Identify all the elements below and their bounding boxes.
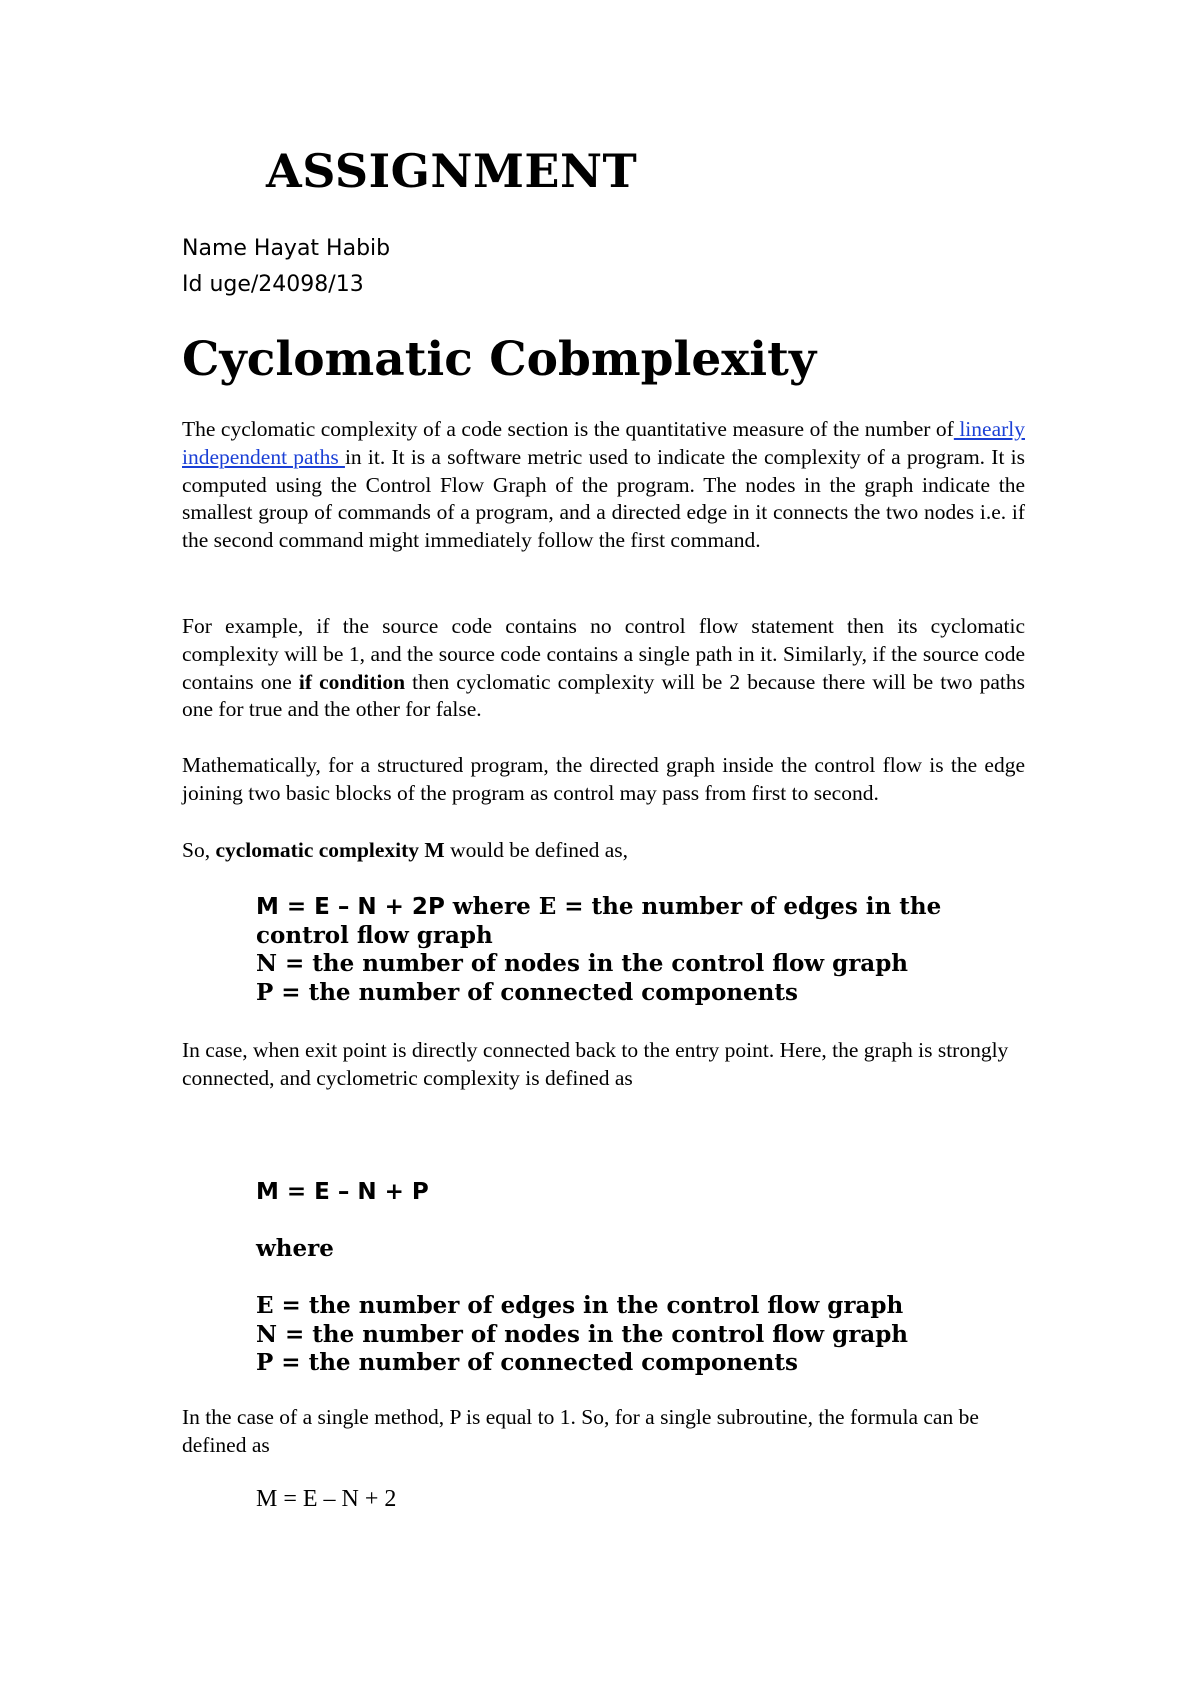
paragraph-example-text-start: For example, if the source code contains no control flow statement then its cyclomatic complexity will be 1, and the source code contains a single path in it. Similarly, if the source code contains one xyxy=(182,614,1025,694)
paragraph-single-method: In the case of a single method, P is equal to 1. So, for a single subroutine, the formula can be defined as xyxy=(182,1405,979,1457)
paragraph-example xyxy=(182,613,1025,724)
paragraph-defined-as xyxy=(182,838,628,863)
paragraph-example-text-end: then cyclomatic complexity will be 2 because there will be two paths one for true and the other for false. xyxy=(182,669,1025,722)
cyclomatic-complexity-term: cyclomatic complexity M xyxy=(215,838,445,862)
formula-1-line-2: control flow graph xyxy=(256,921,493,949)
student-id: Id uge/24098/13 xyxy=(182,272,364,297)
formula-2-expression-line xyxy=(256,1178,429,1207)
formula-1-line-n: N = the number of nodes in the control flow graph xyxy=(256,950,909,977)
paragraph-definition xyxy=(182,416,1025,555)
formula-2-line-e: E = the number of edges in the control flow graph xyxy=(256,1292,904,1319)
formula-3: M = E – N + 2 xyxy=(256,1486,397,1512)
formula-block-2-definitions xyxy=(256,1292,908,1378)
formula-1-expression: M = E – N + 2P xyxy=(256,894,445,920)
formula-1-where-e: where E = the number of edges in the xyxy=(444,893,942,920)
formula-2-where: where xyxy=(256,1235,334,1262)
formula-2-expression: M = E – N + P xyxy=(256,1179,429,1205)
linearly-independent-paths-link[interactable]: linearly independent paths xyxy=(182,417,1025,469)
if-condition-term: if condition xyxy=(298,669,406,694)
student-name: Name Hayat Habib xyxy=(182,236,391,261)
section-heading: Cyclomatic Cobmplexity xyxy=(182,332,817,387)
paragraph-mathematically: Mathematically, for a structured program, the directed graph inside the control flow is the edge joining two basic blocks of the program as control may pass from first to second. xyxy=(182,753,1025,805)
formula-block-1 xyxy=(256,893,941,1007)
paragraph-definition-text-end: in it. It is a software metric used to indicate the complexity of a program. It is computed using the Control Flow Graph of the program. The nodes in the graph indicate the smallest group of commands of a program, and a directed edge in it connects the two nodes i.e. if the second command might immediately follow the first command. xyxy=(182,444,1025,553)
paragraph-definition-text-start: The cyclomatic complexity of a code section is the quantitative measure of the number of xyxy=(182,417,954,441)
formula-1-line-p: P = the number of connected components xyxy=(256,978,798,1006)
defined-as-suffix: would be defined as, xyxy=(444,838,629,862)
formula-2-line-n: N = the number of nodes in the control flow graph xyxy=(256,1320,909,1348)
defined-as-prefix: So, xyxy=(182,838,216,862)
formula-2-line-p: P = the number of connected components xyxy=(256,1349,798,1376)
formula-1-line-1 xyxy=(256,893,941,922)
paragraph-strongly-connected: In case, when exit point is directly connected back to the entry point. Here, the graph is strongly connected, and cyclometric complexity is defined as xyxy=(182,1038,1009,1090)
assignment-title: ASSIGNMENT xyxy=(266,144,638,198)
